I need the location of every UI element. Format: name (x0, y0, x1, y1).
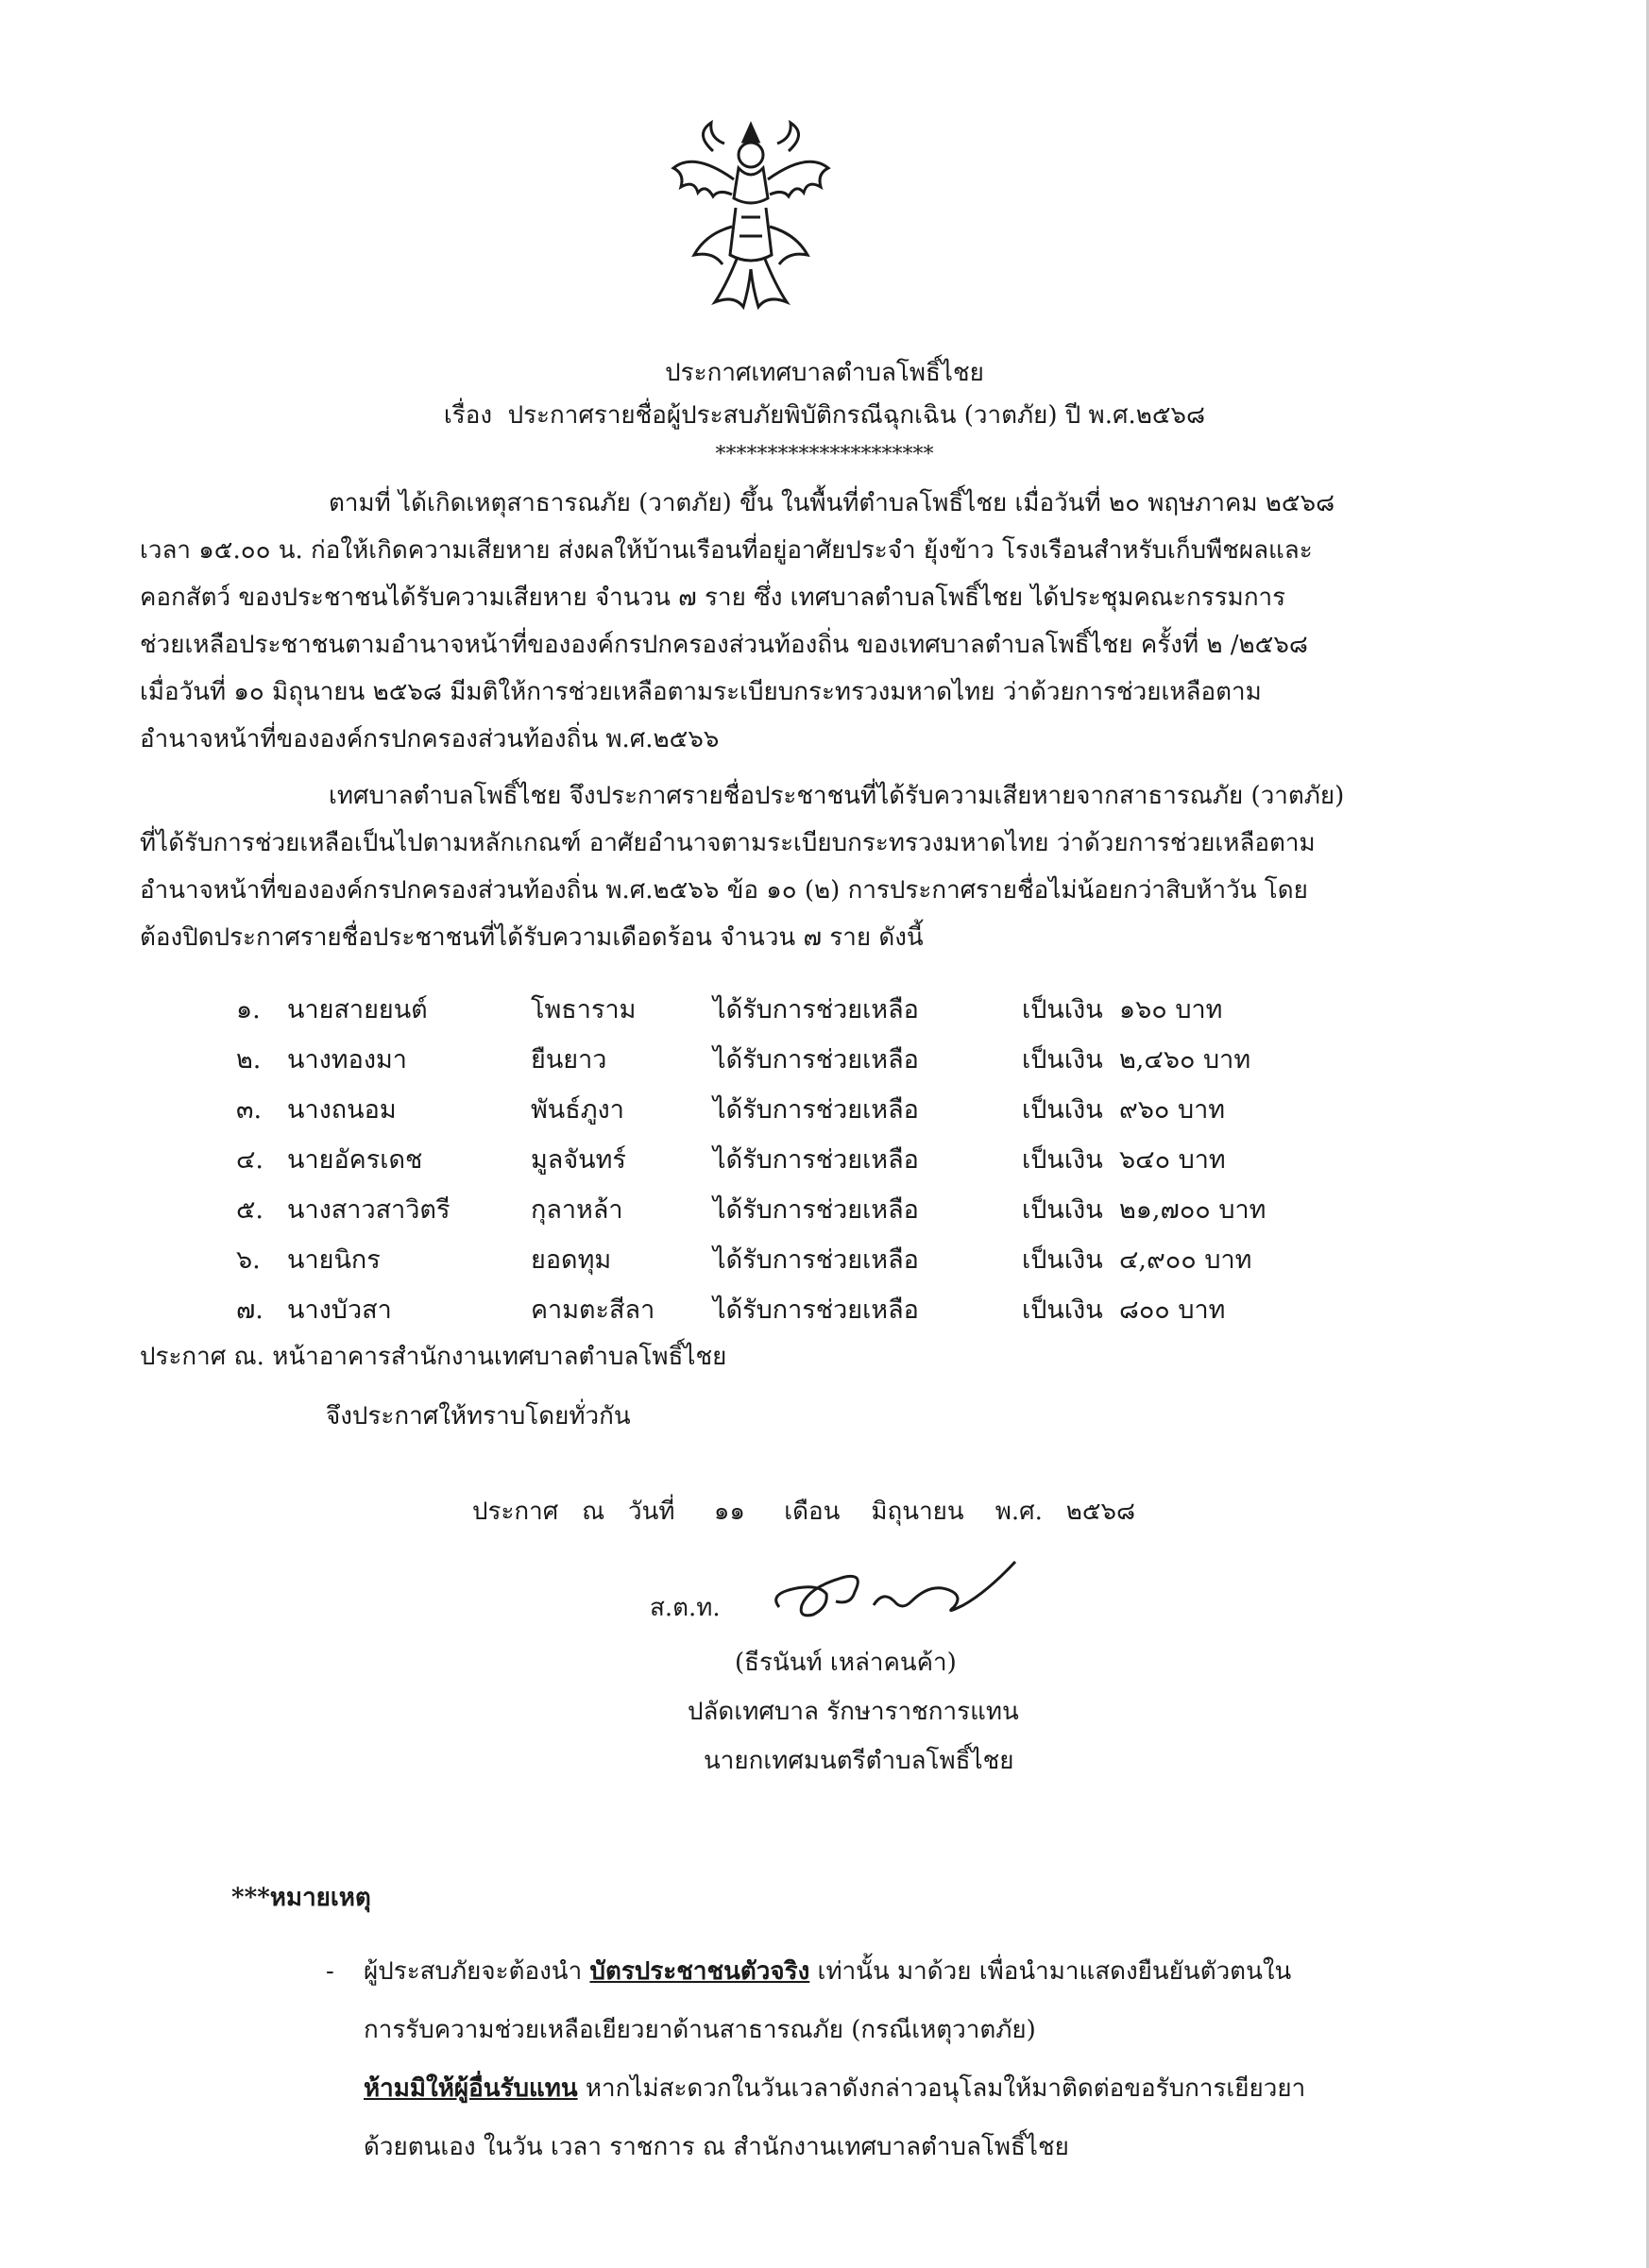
date-month-label: เดือน (784, 1498, 841, 1526)
recipient-last-name: คามตะสีลา (531, 1295, 655, 1325)
recipient-number: ๕. (236, 1195, 264, 1225)
note-line-4: ด้วยตนเอง ในวัน เวลา ราชการ ณ สำนักงานเทศบาลตำบลโพธิ์ไชย (364, 2133, 1069, 2161)
paragraph-line: เมื่อวันที่ ๑๐ มิถุนายน ๒๕๖๘ มีมติให้การช่วยเหลือตามระเบียบกระทรวงมหาดไทย ว่าด้วยการช่วยเหลือตาม (140, 678, 1262, 706)
recipient-money-label: เป็นเงิน (1022, 1295, 1103, 1325)
recipient-number: ๒. (236, 1045, 262, 1075)
note-text: เท่านั้น มาด้วย เพื่อนำมาแสดงยืนยันตัวตนใน (809, 1957, 1292, 1986)
recipient-money-label: เป็นเงิน (1022, 1245, 1103, 1275)
date-day: ๑๑ (713, 1498, 745, 1526)
note-emphasis: บัตรประชาชนตัวจริง (589, 1957, 810, 1986)
recipient-amount: ๒,๔๖๐ บาท (1119, 1045, 1251, 1075)
recipient-amount: ๖๔๐ บาท (1119, 1145, 1226, 1175)
announcement-agency: ประกาศเทศบาลตำบลโพธิ์ไชย (665, 359, 984, 387)
note-bullet: - (326, 1957, 334, 1986)
recipient-status: ได้รับการช่วยเหลือ (713, 1295, 919, 1325)
date-day-label: วันที่ (628, 1498, 675, 1526)
closing-statement: จึงประกาศให้ทราบโดยทั่วกัน (326, 1402, 631, 1430)
recipient-status: ได้รับการช่วยเหลือ (713, 1045, 919, 1075)
recipient-first-name: นายอัครเดช (287, 1145, 423, 1175)
note-line-2: การรับความช่วยเหลือเยียวยาด้านสาธารณภัย (กรณีเหตุวาตภัย) (364, 2016, 1036, 2044)
date-year: ๒๕๖๘ (1065, 1498, 1136, 1526)
recipient-first-name: นางทองมา (287, 1045, 407, 1075)
recipient-money-label: เป็นเงิน (1022, 1145, 1103, 1175)
recipient-amount: ๙๖๐ บาท (1119, 1095, 1226, 1125)
paragraph-line: ช่วยเหลือประชาชนตามอำนาจหน้าที่ขององค์กรปกครองส่วนท้องถิ่น ของเทศบาลตำบลโพธิ์ไชย ครั้งที่ ๒ /๒๕๖๘ (140, 631, 1308, 659)
recipient-number: ๓. (236, 1095, 263, 1125)
handwritten-signature (760, 1549, 1025, 1643)
date-month: มิถุนายน (871, 1498, 964, 1526)
recipient-first-name: นายสายยนต์ (287, 995, 428, 1024)
recipient-money-label: เป็นเงิน (1022, 995, 1103, 1024)
paragraph-2 (140, 772, 1426, 961)
recipient-money-label: เป็นเงิน (1022, 1195, 1103, 1225)
recipient-last-name: มูลจันทร์ (531, 1145, 626, 1175)
recipient-status: ได้รับการช่วยเหลือ (713, 995, 919, 1024)
recipient-money-label: เป็นเงิน (1022, 1045, 1103, 1075)
signer-position-2: นายกเทศมนตรีตำบลโพธิ์ไชย (704, 1747, 1014, 1775)
paragraph-line: อำนาจหน้าที่ขององค์กรปกครองส่วนท้องถิ่น พ.ศ.๒๕๖๖ (140, 725, 720, 753)
paragraph-line: เทศบาลตำบลโพธิ์ไชย จึงประกาศรายชื่อประชาชนที่ได้รับความเสียหายจากสาธารณภัย (วาตภัย) (329, 782, 1345, 810)
recipient-first-name: นางบัวสา (287, 1295, 392, 1325)
recipient-status: ได้รับการช่วยเหลือ (713, 1145, 919, 1175)
recipient-number: ๔. (236, 1145, 264, 1175)
recipient-number: ๑. (236, 995, 261, 1024)
recipient-number: ๗. (236, 1295, 264, 1325)
note-text: หากไม่สะดวกในวันเวลาดังกล่าวอนุโลมให้มาติดต่อขอรับการเยียวยา (577, 2074, 1306, 2103)
recipient-amount: ๘๐๐ บาท (1119, 1295, 1226, 1325)
recipient-last-name: พันธ์ภูงา (531, 1095, 624, 1125)
date-prefix: ประกาศ (472, 1498, 559, 1526)
recipient-last-name: กุลาหล้า (531, 1195, 623, 1225)
posted-location: ประกาศ ณ. หน้าอาคารสำนักงานเทศบาลตำบลโพธิ์ไชย (140, 1343, 727, 1371)
recipient-amount: ๒๑,๗๐๐ บาท (1119, 1195, 1266, 1225)
recipient-status: ได้รับการช่วยเหลือ (713, 1095, 919, 1125)
date-at: ณ (582, 1498, 605, 1526)
subject-line (0, 397, 1649, 434)
signature-rank: ส.ต.ท. (650, 1594, 721, 1622)
paragraph-line: ที่ได้รับการช่วยเหลือเป็นไปตามหลักเกณฑ์ อาศัยอำนาจตามระเบียบกระทรวงมหาดไทย ว่าด้วยการช่วยเหลือตาม (140, 829, 1316, 857)
paragraph-line: อำนาจหน้าที่ขององค์กรปกครองส่วนท้องถิ่น พ.ศ.๒๕๖๖ ข้อ ๑๐ (๒) การประกาศรายชื่อไม่น้อยกว่าสิบห้าวัน โดย (140, 876, 1308, 905)
recipient-last-name: ยืนยาว (531, 1045, 607, 1075)
recipient-first-name: นางสาวสาวิตรี (287, 1195, 450, 1225)
paragraph-line: คอกสัตว์ ของประชาชนได้รับความเสียหาย จำนวน ๗ ราย ซึ่ง เทศบาลตำบลโพธิ์ไชย ได้ประชุมคณะกรรมการ (140, 584, 1286, 612)
subject-label: เรื่อง (443, 401, 493, 430)
date-line (472, 1488, 1135, 1535)
note-line-1 (364, 1945, 1291, 1998)
subject-text: ประกาศรายชื่อผู้ประสบภัยพิบัติกรณีฉุกเฉิน (วาตภัย) ปี พ.ศ.๒๕๖๘ (507, 401, 1206, 430)
paragraph-line: เวลา ๑๕.๐๐ น. ก่อให้เกิดความเสียหาย ส่งผลให้บ้านเรือนที่อยู่อาศัยประจำ ยุ้งข้าว โรงเรือนสำหรับเก็บพืชผลและ (140, 536, 1313, 565)
recipient-status: ได้รับการช่วยเหลือ (713, 1195, 919, 1225)
paragraph-line: ตามที่ ได้เกิดเหตุสาธารณภัย (วาตภัย) ขึ้น ในพื้นที่ตำบลโพธิ์ไชย เมื่อวันที่ ๒๐ พฤษภาคม ๒๕๖๘ (329, 489, 1335, 517)
separator-stars: ********************* (715, 443, 934, 466)
paragraph-1 (140, 480, 1426, 763)
signer-name: (ธีรนันท์ เหล่าคนค้า) (735, 1649, 957, 1677)
note-title: ***หมายเหตุ (231, 1884, 371, 1912)
recipient-amount: ๑๖๐ บาท (1119, 995, 1223, 1024)
recipient-number: ๖. (236, 1245, 261, 1275)
recipient-amount: ๔,๙๐๐ บาท (1119, 1245, 1252, 1275)
recipient-status: ได้รับการช่วยเหลือ (713, 1245, 919, 1275)
note-text: ผู้ประสบภัยจะต้องนำ (364, 1957, 590, 1986)
recipient-last-name: โพธาราม (531, 995, 637, 1024)
recipient-first-name: นายนิกร (287, 1245, 381, 1275)
recipient-last-name: ยอดทุม (531, 1245, 612, 1275)
recipient-money-label: เป็นเงิน (1022, 1095, 1103, 1125)
signer-position: ปลัดเทศบาล รักษาราชการแทน (688, 1698, 1019, 1726)
paragraph-line: ต้องปิดประกาศรายชื่อประชาชนที่ได้รับความเดือดร้อน จำนวน ๗ ราย ดังนี้ (140, 923, 924, 952)
note-emphasis: ห้ามมิให้ผู้อื่นรับแทน (364, 2074, 578, 2103)
note-line-3 (364, 2062, 1305, 2115)
recipient-first-name: นางถนอม (287, 1095, 397, 1125)
garuda-emblem (656, 113, 845, 316)
date-year-label: พ.ศ. (994, 1498, 1043, 1526)
